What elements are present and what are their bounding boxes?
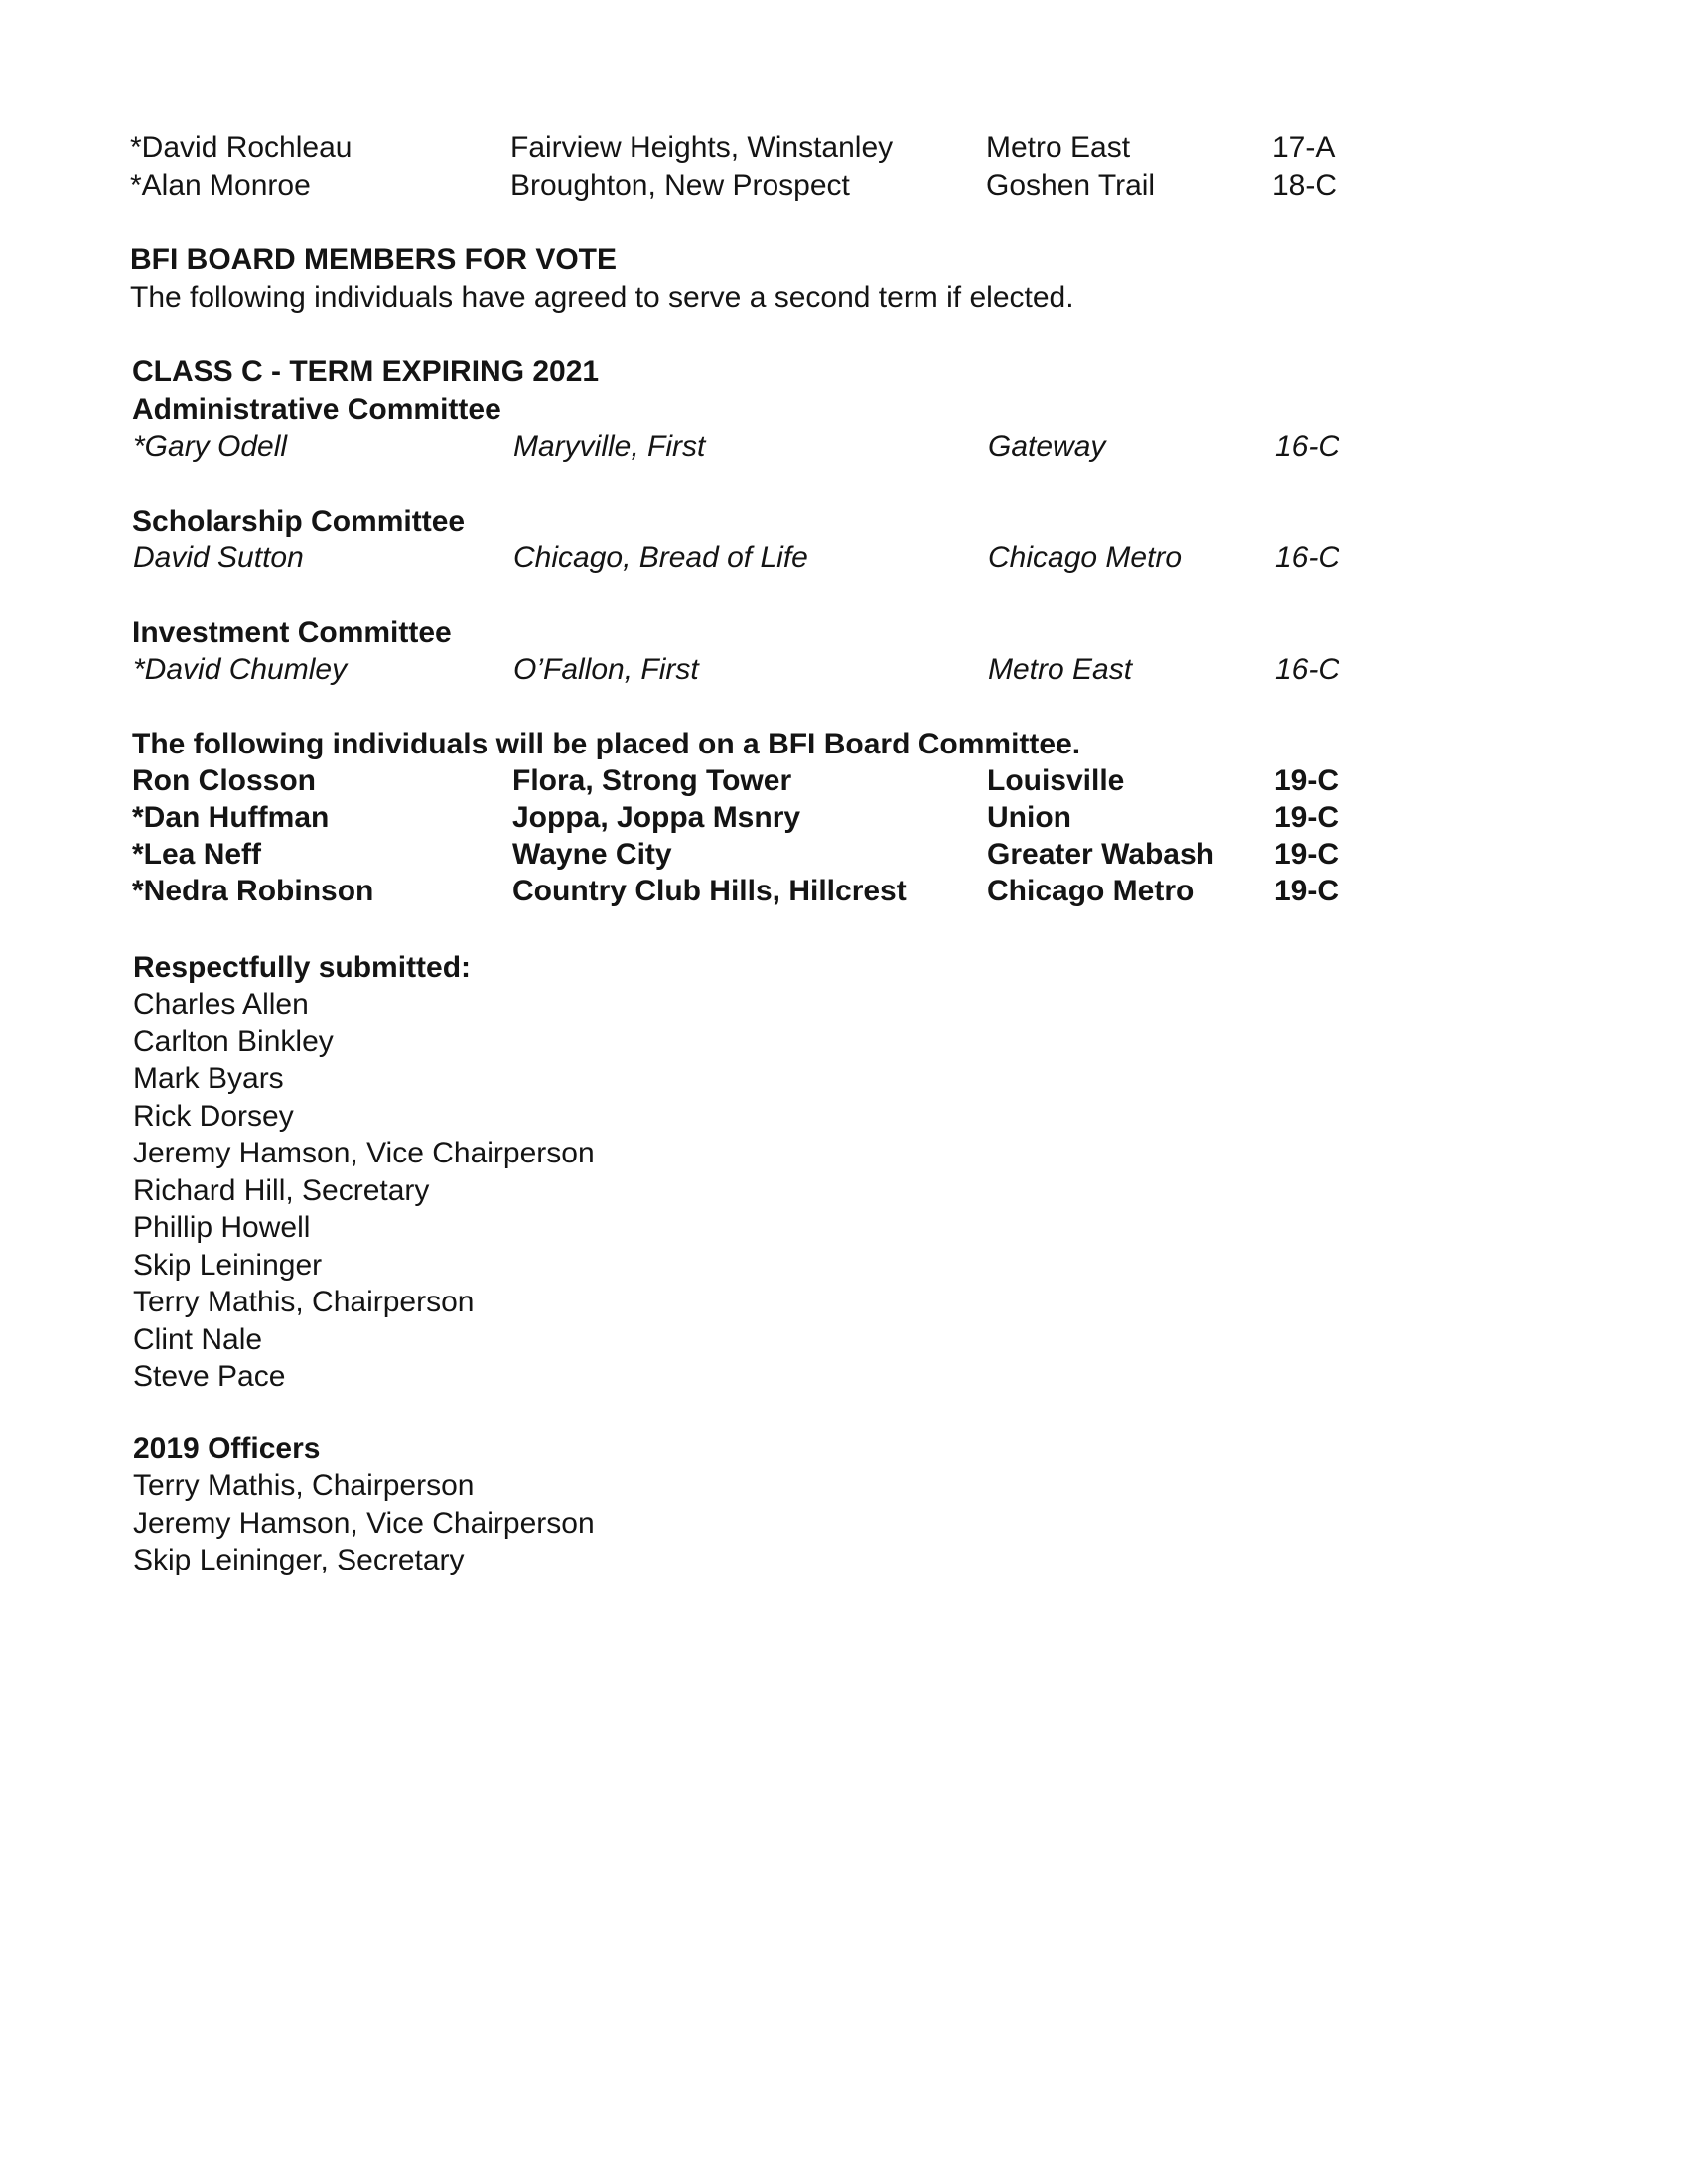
placement-intro: The following individuals will be placed on a BFI Board Committee. <box>132 728 1081 760</box>
member-church: Wayne City <box>512 838 672 871</box>
member-association: Chicago Metro <box>988 541 1183 574</box>
member-name: *Dan Huffman <box>132 801 330 834</box>
placement-row <box>0 873 1692 910</box>
list-item: Carlton Binkley <box>133 1024 334 1058</box>
officers-heading: 2019 Officers <box>133 1433 321 1465</box>
committee-title: Scholarship Committee <box>132 505 466 538</box>
member-name: *Lea Neff <box>132 838 262 871</box>
list-item: Steve Pace <box>133 1360 286 1393</box>
section-heading-vote: BFI BOARD MEMBERS FOR VOTE <box>130 243 618 276</box>
member-code: 18-C <box>1272 169 1338 202</box>
list-item: Skip Leininger <box>133 1248 323 1282</box>
member-church: Joppa, Joppa Msnry <box>512 801 801 834</box>
placement-row <box>0 836 1692 874</box>
member-name: *Gary Odell <box>133 430 288 463</box>
member-row <box>0 167 1692 205</box>
member-code: 19-C <box>1274 801 1340 834</box>
list-item: Jeremy Hamson, Vice Chairperson <box>133 1506 595 1540</box>
officers-list <box>133 1467 595 1579</box>
list-item: Richard Hill, Secretary <box>133 1173 430 1207</box>
member-association: Gateway <box>988 430 1106 463</box>
submitted-heading: Respectfully submitted: <box>133 951 472 984</box>
member-name: *Nedra Robinson <box>132 875 374 907</box>
list-item: Clint Nale <box>133 1322 263 1356</box>
member-name: Ron Closson <box>132 764 316 797</box>
member-code: 16-C <box>1275 653 1340 686</box>
list-item: Jeremy Hamson, Vice Chairperson <box>133 1137 595 1169</box>
member-code: 19-C <box>1274 764 1340 797</box>
member-code: 16-C <box>1275 430 1340 463</box>
member-name: *David Rochleau <box>130 131 352 164</box>
submitted-list <box>133 986 595 1396</box>
member-church: Maryville, First <box>513 430 706 463</box>
committee-member-row <box>0 539 1692 577</box>
committee-title: Administrative Committee <box>132 393 501 426</box>
class-heading: CLASS C - TERM EXPIRING 2021 <box>132 355 600 388</box>
member-church: Broughton, New Prospect <box>510 169 850 202</box>
member-church: Fairview Heights, Winstanley <box>510 131 894 164</box>
member-name: *Alan Monroe <box>130 169 311 202</box>
committee-member-row <box>0 651 1692 689</box>
committee-member-row <box>0 428 1692 466</box>
member-code: 17-A <box>1272 131 1336 164</box>
list-item: Phillip Howell <box>133 1211 311 1244</box>
member-association: Greater Wabash <box>987 838 1214 871</box>
committee-title: Investment Committee <box>132 616 452 649</box>
member-church: Flora, Strong Tower <box>512 764 792 797</box>
member-code: 16-C <box>1275 541 1340 574</box>
list-item: Terry Mathis, Chairperson <box>133 1469 475 1502</box>
vote-description: The following individuals have agreed to serve a second term if elected. <box>130 281 1074 314</box>
member-association: Metro East <box>988 653 1133 686</box>
placement-row <box>0 762 1692 800</box>
member-name: David Sutton <box>133 541 304 574</box>
member-church: O’Fallon, First <box>513 653 699 686</box>
member-church: Country Club Hills, Hillcrest <box>512 875 907 907</box>
list-item: Mark Byars <box>133 1062 284 1095</box>
list-item: Charles Allen <box>133 988 309 1021</box>
list-item: Rick Dorsey <box>133 1099 294 1133</box>
member-row <box>0 129 1692 167</box>
list-item: Terry Mathis, Chairperson <box>133 1286 475 1318</box>
member-association: Goshen Trail <box>986 169 1156 202</box>
member-code: 19-C <box>1274 875 1340 907</box>
list-item: Skip Leininger, Secretary <box>133 1544 465 1576</box>
member-association: Metro East <box>986 131 1131 164</box>
member-association: Union <box>987 801 1071 834</box>
placement-row <box>0 799 1692 837</box>
member-association: Chicago Metro <box>987 875 1195 907</box>
member-code: 19-C <box>1274 838 1340 871</box>
member-name: *David Chumley <box>133 653 348 686</box>
member-church: Chicago, Bread of Life <box>513 541 808 574</box>
member-association: Louisville <box>987 764 1125 797</box>
